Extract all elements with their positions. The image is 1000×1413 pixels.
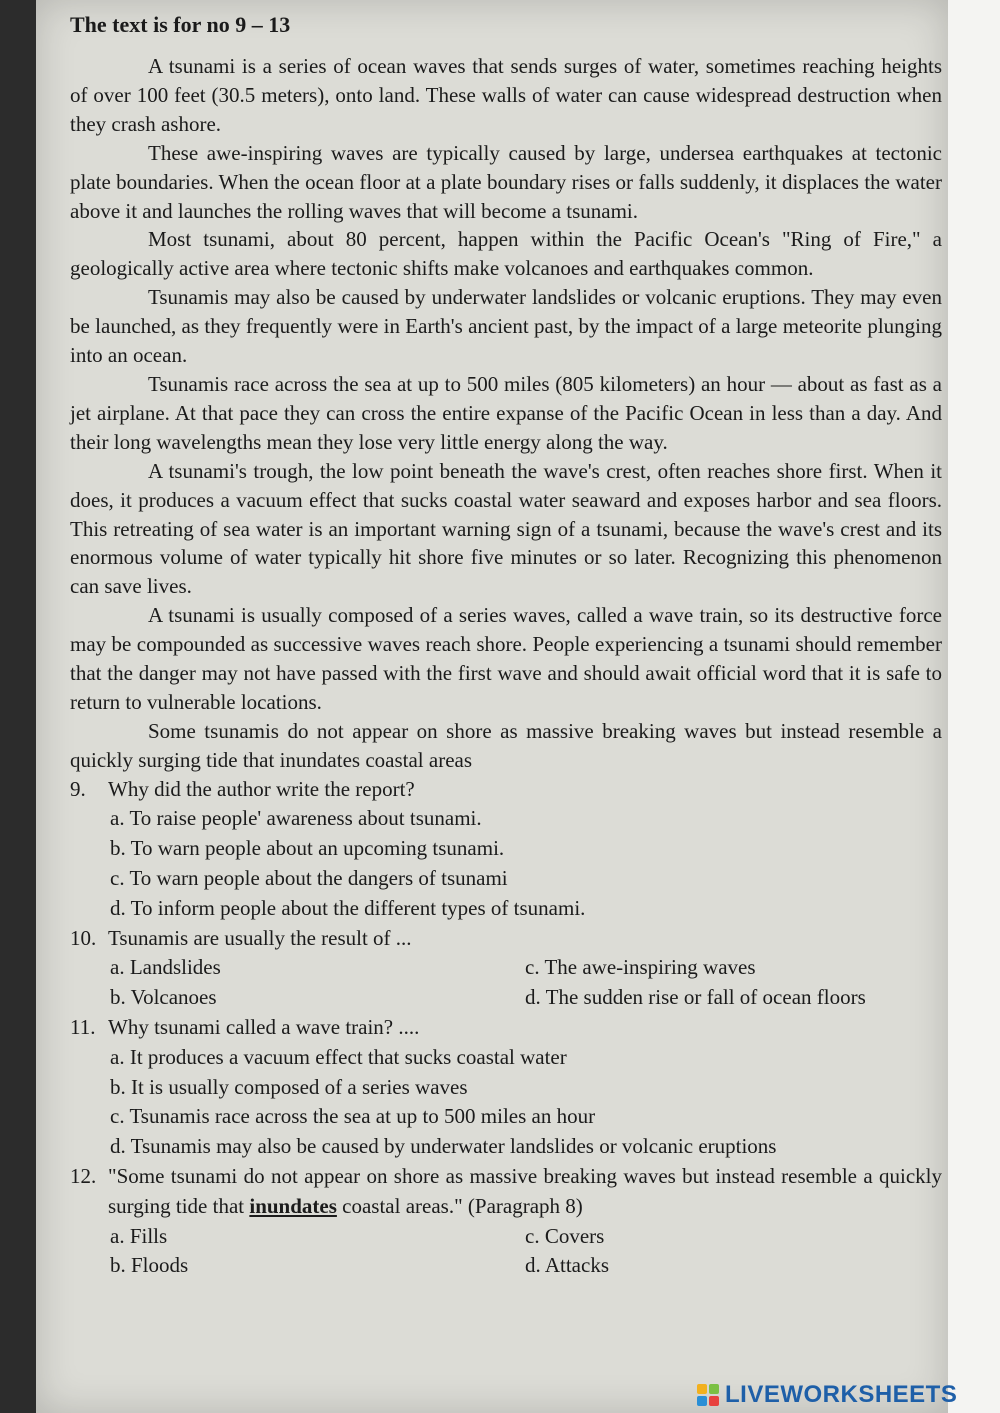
paragraph-6: A tsunami's trough, the low point beneath the wave's crest, often reaches shore first. When it does, it produces a vacuum effect that sucks coastal water seaward and exposes harbor and sea floors. This retreating of sea water is an important warning sign of a tsunami, because the wave's crest and its enormous volume of water typically hit shore five minutes or so later. Recognizing this phenomenon can save lives.	[70, 458, 942, 599]
reading-passage	[70, 52, 942, 775]
option-d[interactable]: d. Tsunamis may also be caused by underwater landslides or volcanic eruptions	[110, 1134, 777, 1159]
question-text: Tsunamis are usually the result of ...	[108, 925, 412, 950]
worksheet-content	[70, 12, 942, 1281]
option-b[interactable]: b. Volcanoes	[110, 985, 217, 1010]
option-b[interactable]: b. Floods	[110, 1253, 189, 1278]
paragraph-8: Some tsunamis do not appear on shore as massive breaking waves but instead resemble a quickly surging tide that inundates coastal areas	[70, 718, 942, 772]
question-10	[70, 924, 942, 1013]
option-d[interactable]: d. To inform people about the different types of tsunami.	[110, 895, 586, 920]
worksheet-page	[36, 0, 948, 1413]
option-d[interactable]: d. Attacks	[525, 1253, 609, 1278]
logo-square	[697, 1396, 707, 1406]
page-margin-strip	[948, 0, 1000, 1413]
question-text: Why did the author write the report?	[108, 776, 415, 801]
option-c[interactable]: c. Tsunamis race across the sea at up to 500 miles an hour	[110, 1104, 596, 1129]
question-text-part-2: coastal areas." (Paragraph 8)	[336, 1193, 583, 1218]
option-b[interactable]: b. To warn people about an upcoming tsunami.	[110, 836, 505, 861]
option-a[interactable]: a. Fills	[110, 1223, 168, 1248]
question-number: 11.	[70, 1015, 96, 1040]
paragraph-3: Most tsunami, about 80 percent, happen within the Pacific Ocean's "Ring of Fire," a geologically active area where tectonic shifts make volcanoes and earthquakes common.	[70, 227, 942, 281]
logo-square	[697, 1384, 707, 1394]
logo-text: LIVEWORKSHEETS	[725, 1381, 958, 1408]
option-d[interactable]: d. The sudden rise or fall of ocean floors	[525, 985, 866, 1010]
option-c[interactable]: c. The awe-inspiring waves	[525, 955, 756, 980]
question-12	[70, 1162, 942, 1281]
option-a[interactable]: a. It produces a vacuum effect that sucks coastal water	[110, 1044, 567, 1069]
question-number: 10.	[70, 925, 97, 950]
option-c[interactable]: c. To warn people about the dangers of tsunami	[110, 866, 508, 891]
paragraph-4: Tsunamis may also be caused by underwater landslides or volcanic eruptions. They may even be launched, as they frequently were in Earth's ancient past, by the impact of a large meteorite plunging into an ocean.	[70, 285, 942, 368]
option-b[interactable]: b. It is usually composed of a series waves	[110, 1074, 468, 1099]
question-text	[108, 1162, 942, 1222]
section-header: The text is for no 9 – 13	[70, 12, 291, 37]
option-a[interactable]: a. To raise people' awareness about tsunami.	[110, 806, 482, 831]
liveworksheets-logo-icon	[697, 1384, 719, 1406]
question-text: Why tsunami called a wave train? ....	[108, 1015, 420, 1040]
question-11	[70, 1013, 942, 1162]
question-9	[70, 775, 942, 924]
paragraph-5: Tsunamis race across the sea at up to 500 miles (805 kilometers) an hour — about as fast as a jet airplane. At that pace they can cross the entire expanse of the Pacific Ocean in less than a day. And their long wavelengths mean they lose very little energy along the way.	[70, 371, 942, 454]
option-c[interactable]: c. Covers	[525, 1223, 605, 1248]
logo-square	[709, 1396, 719, 1406]
underlined-word: inundates	[249, 1193, 337, 1218]
question-number: 12.	[70, 1164, 97, 1189]
question-text-part-1: "Some tsunami do not appear on shore as massive breaking waves but instead resemble a quickly surging tide that	[108, 1164, 942, 1218]
question-number: 9.	[70, 776, 86, 801]
option-a[interactable]: a. Landslides	[110, 955, 221, 980]
paragraph-2: These awe-inspiring waves are typically caused by large, undersea earthquakes at tectonic plate boundaries. When the ocean floor at a plate boundary rises or falls suddenly, it displaces the water above it and launches the rolling waves that will become a tsunami.	[70, 140, 942, 223]
paragraph-7: A tsunami is usually composed of a series waves, called a wave train, so its destructive force may be compounded as successive waves reach shore. People experiencing a tsunami should remember that the danger may not have passed with the first wave and should await official word that it is safe to return to vulnerable locations.	[70, 603, 942, 714]
liveworksheets-logo[interactable]	[697, 1380, 957, 1410]
logo-square	[709, 1384, 719, 1394]
paragraph-1: A tsunami is a series of ocean waves that sends surges of water, sometimes reaching heights of over 100 feet (30.5 meters), onto land. These walls of water can cause widespread destruction when they crash ashore.	[70, 54, 942, 136]
